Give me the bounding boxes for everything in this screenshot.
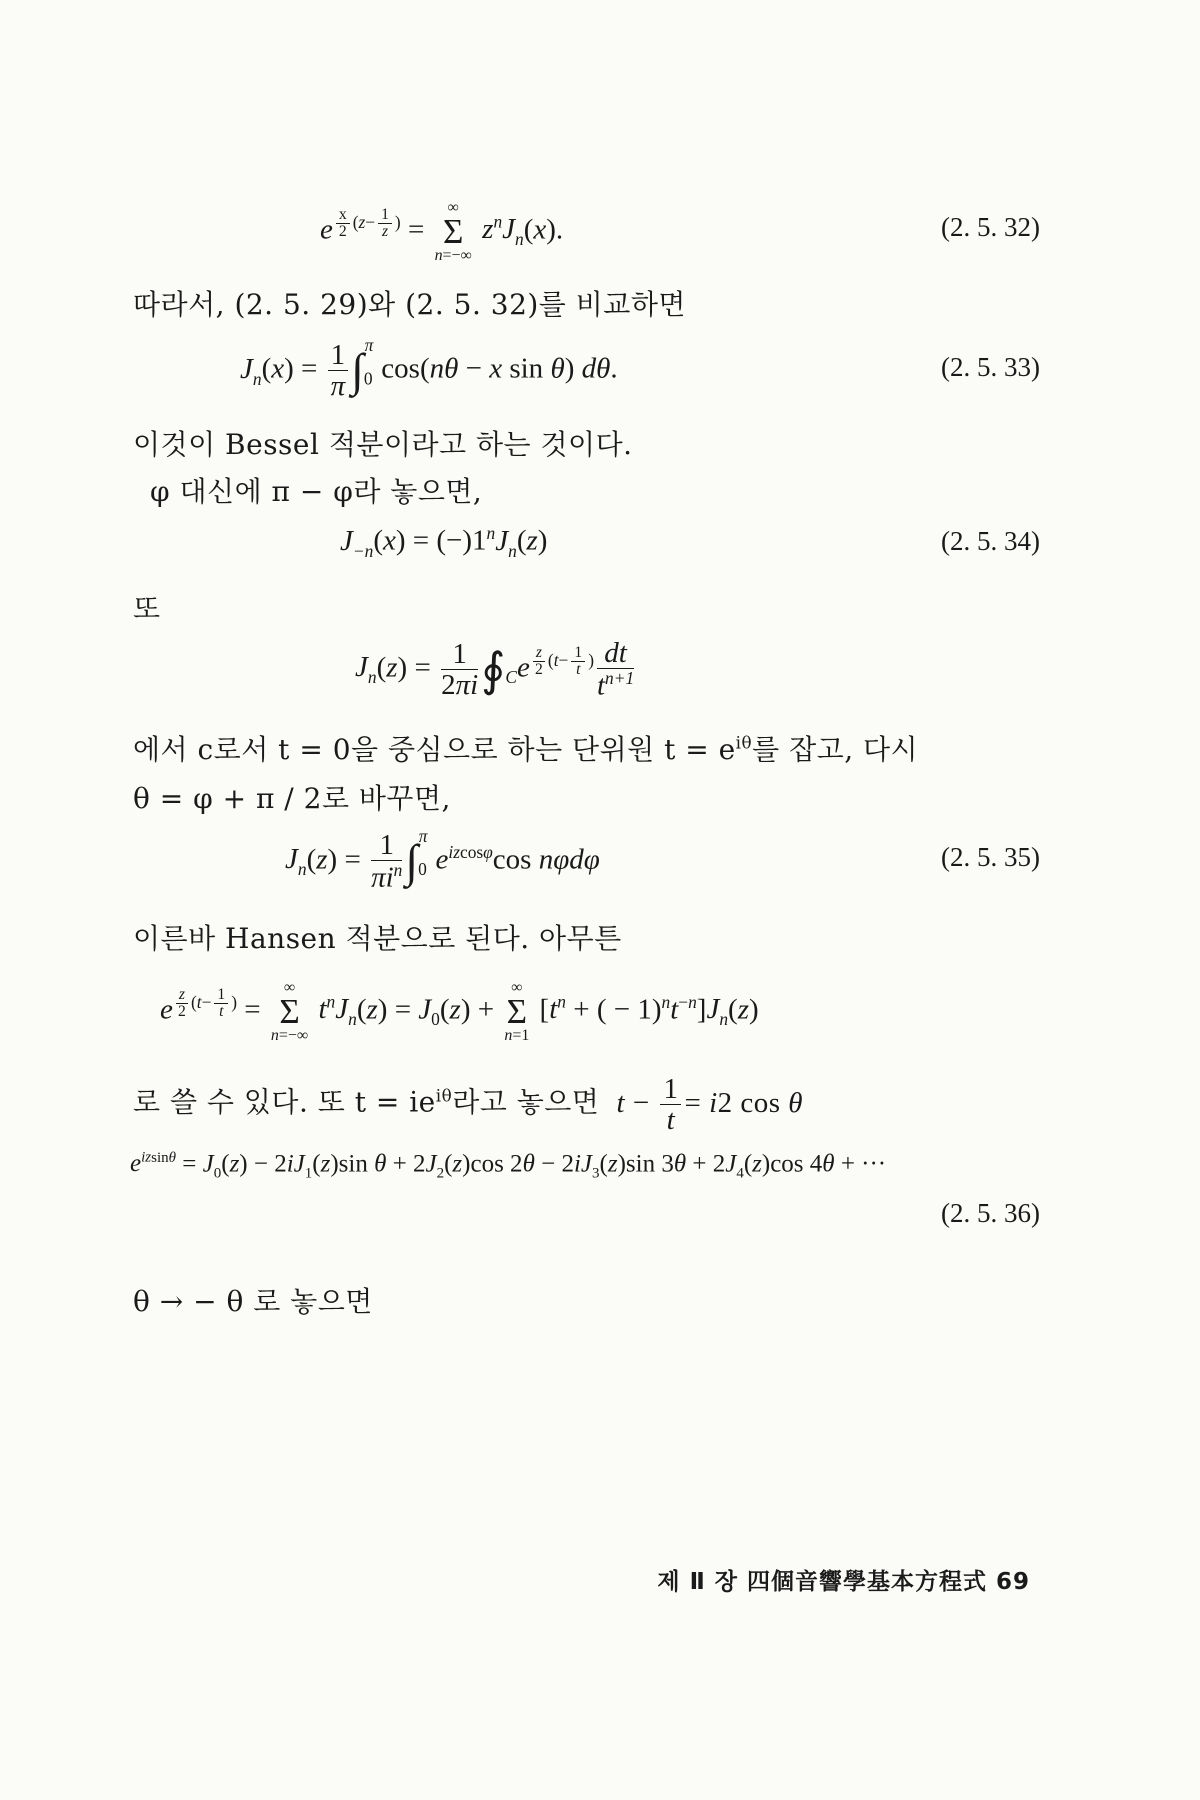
equation-body: e $^{\frac{x}{2} (z- \frac{1}{z} )}$ = ∞ Σ n=−∞ $z^nJ_n(x)$. bbox=[320, 199, 564, 264]
equation-generating bbox=[130, 980, 1040, 1050]
equation-number: (2. 5. 36) bbox=[941, 1198, 1040, 1228]
equation-body: $J_n(z)$ = $\frac{1}{\pi i^n}$ $\int_0^\pi e^{izcos\varphi}\cos$ nφdφ bbox=[285, 825, 600, 895]
equation-body: e $^{\frac{z}{2} (t- \frac{1}{t} )}$ = ∞ Σ n=−∞ $t^nJ_n(z) = J_0(z)$ + ∞ Σ n=1 [$t^n$ + ( − $1)^nt^{-n}]J_n(z)$ bbox=[160, 979, 759, 1044]
text-write-exponent: iθ bbox=[435, 1085, 453, 1106]
text-hansen: 이른바 Hansen 적분으로 된다. 아무튼 bbox=[133, 922, 622, 955]
equation-body: $J_n(z)$ = $\frac{1}{2\pi i}$ $∮_Ce$ $^{\frac{z}{2} (t- \frac{1}{t} )}$ $\frac{dt}{t^{n+1}}$ bbox=[355, 637, 635, 703]
text-write-tail: 라고 놓으면 bbox=[452, 1085, 600, 1119]
equation-body: $J_n(x)$ = $\frac{1}{\pi}$ $\int_0^\pi\cos(n\theta - x$ sin θ) dθ. bbox=[240, 334, 618, 403]
text-bessel: 이것이 Bessel 적분이라고 하는 것이다. bbox=[133, 428, 633, 461]
text-also: 또 bbox=[133, 592, 161, 625]
equation-2-5-35 bbox=[130, 825, 1040, 900]
equation-2-5-34 bbox=[130, 520, 1040, 590]
text-write-head: 로 쓸 수 있다. 또 t = ie bbox=[133, 1085, 436, 1119]
equation-2-5-32 bbox=[130, 200, 1040, 270]
equation-body: $e^{izsin\theta} = J_0(z) - 2iJ_1(z)\sin$ $\theta + 2J_2(z)\cos$ $2\theta - 2iJ_3(z)\sin$ $3\theta + 2J_4(z)\cos$ 4θ + ··· bbox=[130, 1150, 887, 1182]
equation-number: (2. 5. 32) bbox=[941, 212, 1040, 242]
equation-number: (2. 5. 35) bbox=[941, 842, 1040, 872]
text-phi: φ 대신에 π − φ라 놓으면, bbox=[150, 475, 483, 508]
equation-body: $J_{-n}(x) = (-)1^nJ_n(z)$ bbox=[340, 523, 548, 561]
text-theta: θ = φ + π / 2로 바꾸면, bbox=[133, 782, 451, 815]
equation-number: (2. 5. 33) bbox=[941, 352, 1040, 382]
text-write: 로 쓸 수 있다. 또 $t = ie^{i\theta}$라고 놓으면 t − $\frac{1}{t}$ = i2 cos θ bbox=[133, 1073, 804, 1137]
text-theta-neg: θ → − θ 로 놓으면 bbox=[133, 1285, 373, 1318]
equation-2-5-33 bbox=[130, 334, 1040, 410]
text-unit-circle-exponent: iθ bbox=[735, 732, 753, 753]
page-footer: 제 Ⅱ 장 四個音響學基本方程式 69 bbox=[657, 1569, 1030, 1595]
text-unit-circle-head: 에서 c로서 t = 0을 중심으로 하는 단위원 t = e bbox=[133, 733, 736, 766]
equation-number: (2. 5. 34) bbox=[941, 526, 1040, 556]
text-unit-circle-tail: 를 잡고, 다시 bbox=[752, 733, 919, 766]
equation-2-5-36 bbox=[130, 1150, 1040, 1228]
text-compare: 따라서, (2. 5. 29)와 (2. 5. 32)를 비교하면 bbox=[133, 288, 686, 321]
equation-contour bbox=[130, 638, 1040, 708]
text-unit-circle bbox=[133, 728, 918, 768]
